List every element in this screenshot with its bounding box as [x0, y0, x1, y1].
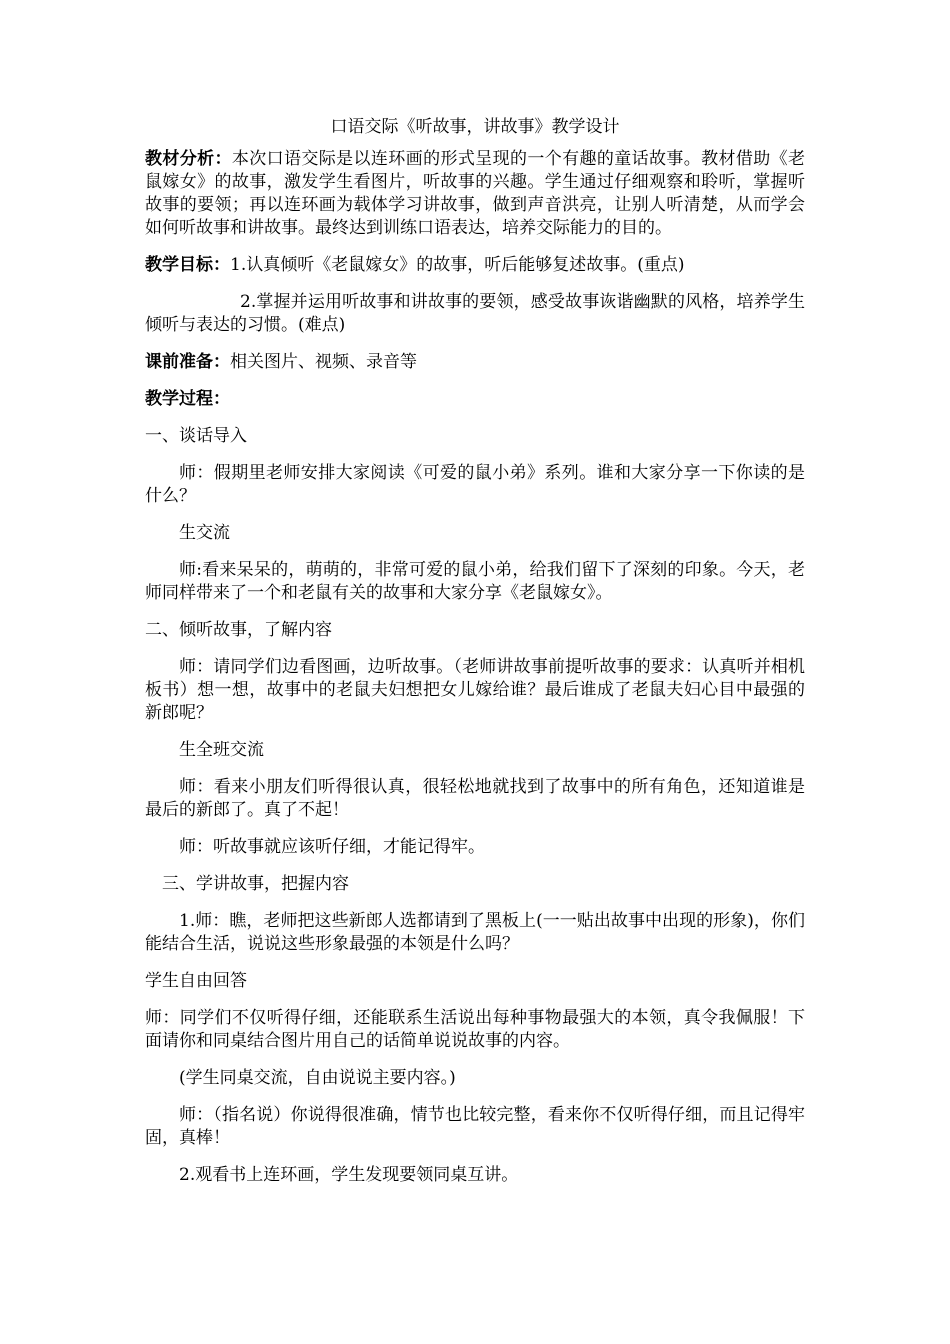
section-1-heading: 一、谈话导入	[145, 426, 247, 446]
goals-paragraph	[145, 254, 805, 277]
goals-label: 教学目标：	[145, 255, 230, 275]
document-title: 口语交际《听故事，讲故事》教学设计	[330, 117, 620, 137]
section-2-paragraph-1: 师：请同学们边看图画，边听故事。（老师讲故事前提听故事的要求：认真听并相机板书）想一想，故事中的老鼠夫妇想把女儿嫁给谁？最后谁成了老鼠夫妇心目中最强的新郎呢？	[145, 657, 805, 723]
analysis-text: 本次口语交际是以连环画的形式呈现的一个有趣的童话故事。教材借助《老鼠嫁女》的故事，激发学生看图片，听故事的兴趣。学生通过仔细观察和聆听，掌握听故事的要领；再以连环画为载体学习讲故事，做到声音洪亮，让别人听清楚，从而学会如何听故事和讲故事。最终达到训练口语表达，培养交际能力的目的。	[145, 149, 806, 238]
goal-1: 1.认真倾听《老鼠嫁女》的故事，听后能够复述故事。(重点)	[230, 255, 685, 275]
section-1-paragraph-3: 师:看来呆呆的，萌萌的，非常可爱的鼠小弟，给我们留下了深刻的印象。今天，老师同样带来了一个和老鼠有关的故事和大家分享《老鼠嫁女》。	[145, 560, 805, 603]
section-2-paragraph-4: 师：听故事就应该听仔细，才能记得牢。	[179, 837, 485, 857]
section-3-paragraph-5: 师：（指名说）你说得很准确，情节也比较完整，看来你不仅听得仔细，而且记得牢固，真棒！	[145, 1105, 805, 1148]
prep-label: 课前准备：	[145, 352, 230, 372]
analysis-paragraph	[145, 148, 805, 240]
section-3-paragraph-4: (学生同桌交流，自由说说主要内容。)	[179, 1068, 456, 1088]
section-3-paragraph-6: 2.观看书上连环画，学生发现要领同桌互讲。	[179, 1165, 519, 1185]
prep-text: 相关图片、视频、录音等	[230, 352, 417, 372]
section-1-paragraph-2: 生交流	[179, 523, 230, 543]
section-3-paragraph-3: 师：同学们不仅听得仔细，还能联系生活说出每种事物最强大的本领，真令我佩服！下面请你和同桌结合图片用自己的话简单说说故事的内容。	[145, 1008, 805, 1051]
section-1-paragraph-1: 师：假期里老师安排大家阅读《可爱的鼠小弟》系列。谁和大家分享一下你读的是什么？	[145, 463, 805, 506]
section-3-paragraph-2: 学生自由回答	[145, 971, 247, 991]
section-2-paragraph-3: 师：看来小朋友们听得很认真，很轻松地就找到了故事中的所有角色，还知道谁是最后的新郎了。真了不起！	[145, 777, 805, 820]
prep-paragraph	[145, 351, 805, 374]
goal-2: 2.掌握并运用听故事和讲故事的要领，感受故事诙谐幽默的风格，培养学生倾听与表达的习惯。(难点)	[145, 292, 805, 335]
section-2-heading: 二、倾听故事，了解内容	[145, 620, 332, 640]
analysis-label: 教材分析：	[145, 149, 232, 169]
document-page	[145, 116, 805, 1187]
section-2-paragraph-2: 生全班交流	[179, 740, 264, 760]
section-3-heading: 三、学讲故事，把握内容	[162, 874, 349, 894]
process-label: 教学过程：	[145, 389, 230, 409]
process-heading	[145, 388, 805, 411]
section-3-paragraph-1: 1.师：瞧，老师把这些新郎人选都请到了黑板上(一一贴出故事中出现的形象)，你们能结合生活，说说这些形象最强的本领是什么吗？	[145, 911, 805, 954]
